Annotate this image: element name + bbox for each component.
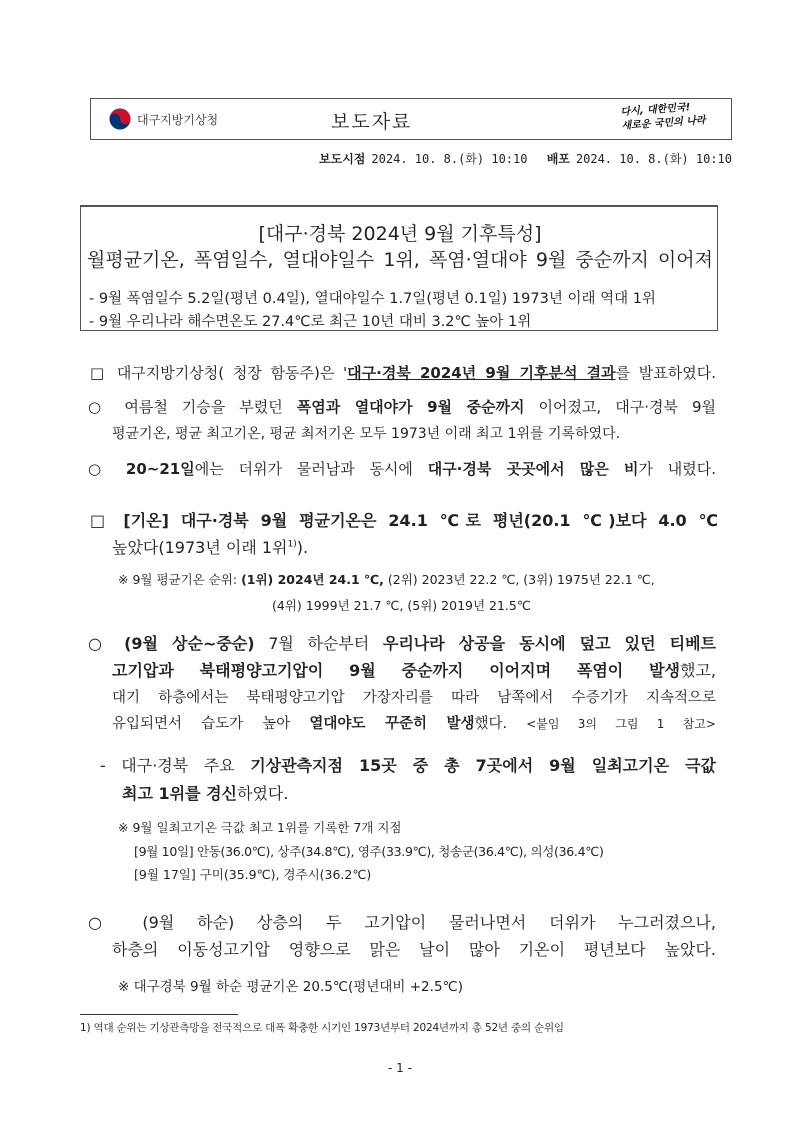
- text-segment: 대기 하층에서는 북태평양고기압 가장자리를 따라 남쪽에서 수증기가 지속적으로: [112, 690, 716, 706]
- text-segment: ※ 대구경북 9월 하순 평균기온 20.5℃(평년대비 +2.5℃): [118, 979, 463, 995]
- text-segment: [9월 17일] 구미(35.9℃), 경주시(36.2℃): [134, 867, 372, 882]
- station-record-paragraph: [100, 753, 716, 777]
- headline-line-1: [대구·경북 2024년 9월 기후특성]: [258, 223, 542, 245]
- text-segment: ○: [88, 634, 125, 653]
- text-segment: (9월 상순~중순): [124, 634, 255, 653]
- text-segment: 고기압과 북태평양고기압이 9월 중순까지 이어지며 폭염이 발생: [112, 661, 680, 680]
- distribution-value: 2024. 10. 8.(화) 10:10: [575, 152, 732, 166]
- station-list: [134, 865, 371, 883]
- release-dates: [319, 150, 732, 167]
- distribution-label: 배포: [546, 152, 570, 166]
- slogan-logo: [620, 100, 706, 134]
- text-segment: 최고 1위를 경신: [122, 784, 238, 803]
- summary-bullet: - 9월 폭염일수 5.2일(평년 0.4일), 열대야일수 1.7일(평년 0.1일) 1973년 이래 역대 1위: [89, 291, 656, 307]
- text-segment: □ 대구지방기상청( 청장 함동주)은 ': [90, 364, 348, 382]
- text-segment: 20~21일: [125, 460, 195, 478]
- temperature-section: [90, 508, 718, 532]
- summary-box: [80, 205, 718, 331]
- headline-line-2: 월평균기온, 폭염일수, 열대야일수 1위, 폭염·열대야 9월 중순까지 이어져: [87, 249, 713, 271]
- summary-bullet: - 9월 우리나라 해수면온도 27.4℃로 최근 10년 대비 3.2℃ 높아 1위: [89, 314, 532, 330]
- text-segment: (2위) 2023년 22.2 ℃, (3위) 1975년 22.1 ℃,: [383, 572, 655, 587]
- station-note: [118, 818, 401, 836]
- text-segment: 하층의 이동성고기압 영향으로 맑은 날이 많아 기온이 평년보다 높았다.: [112, 940, 716, 959]
- text-segment: ○: [88, 460, 126, 478]
- text-segment: 에는 더위가 물러남과 동시에: [194, 460, 428, 478]
- text-segment: 대구·경북 곳곳에서 많은 비: [427, 460, 639, 478]
- paragraph-line: [112, 686, 716, 710]
- text-segment: 했고,: [680, 661, 716, 680]
- station-list: [134, 842, 604, 860]
- paragraph-line: [112, 712, 716, 736]
- bullet-paragraph: [88, 458, 716, 482]
- bullet-paragraph-cont: [112, 423, 620, 443]
- late-september-note: [118, 975, 463, 995]
- text-segment: 대구·경북 2024년 9월 기후분석 결과: [347, 364, 616, 382]
- text-segment: 이어졌고, 대구·경북 9월: [524, 398, 716, 416]
- text-segment: ※ 9월 일최고기온 극값 최고 1위를 기록한 7개 지점: [118, 820, 402, 835]
- early-mid-september-paragraph: [88, 631, 716, 655]
- release-value: 2024. 10. 8.(화) 10:10: [371, 152, 528, 166]
- text-segment: 유입되면서 습도가 높아: [112, 716, 310, 732]
- slogan-line: 다시, 대한민국!: [620, 102, 691, 118]
- text-segment: □ [기온] 대구·경북 9월 평균기온은 24.1 ℃로 평년(20.1 ℃)보다 4.0 ℃: [90, 511, 718, 530]
- ranking-note-cont: [272, 596, 531, 614]
- ranking-note: [118, 570, 655, 588]
- text-segment: 가 내렸다.: [638, 460, 716, 478]
- paragraph-line: [112, 658, 716, 682]
- text-segment: 기상관측지점 15곳 중 총 7곳에서 9월 일최고기온 극값: [250, 756, 716, 775]
- text-segment: ○ 여름철 기승을 부렸던: [88, 398, 297, 416]
- page-number: - 1 -: [388, 1061, 412, 1075]
- text-segment: (1위) 2024년 24.1 ℃,: [241, 572, 384, 587]
- text-segment: <붙임 3의 그림 1 참고>: [526, 717, 716, 731]
- slogan-line: 새로운 국민의 나라: [621, 115, 706, 132]
- text-segment: 우리나라 상공을 동시에 덮고 있던 티베트: [382, 634, 716, 653]
- release-label: 보도시점: [319, 152, 366, 166]
- text-segment: 하였다.: [237, 784, 289, 803]
- paragraph-line: [122, 781, 288, 804]
- footnote: 1) 역대 순위는 기상관측망을 전국적으로 대폭 확충한 시기인 1973년부터 2024년까지 총 52년 중의 순위임: [80, 1022, 564, 1034]
- text-segment: 높았다(1973년 이래 1위: [112, 538, 288, 557]
- press-release-header: [90, 98, 732, 140]
- text-segment: ).: [296, 538, 309, 557]
- bullet-paragraph: [88, 396, 716, 420]
- paragraph-line: [112, 937, 716, 961]
- text-segment: 폭염과 열대야가 9월 중순까지: [296, 398, 525, 416]
- temperature-section-cont: [112, 535, 308, 558]
- text-segment: 열대야도 꾸준히 발생: [309, 716, 475, 732]
- text-segment: [9월 10일] 안동(36.0℃), 상주(34.8℃), 영주(33.9℃), 청송군(36.4℃), 의성(36.4℃): [134, 844, 604, 859]
- agency-name: 대구지방기상청: [137, 113, 219, 127]
- intro-paragraph: [90, 362, 716, 386]
- late-september-paragraph: [88, 910, 716, 934]
- text-segment: 1): [287, 539, 297, 550]
- text-segment: 7월 하순부터: [254, 634, 383, 653]
- text-segment: ○ (9월 하순) 상층의 두 고기압이 물러나면서 더위가 누그러졌으나,: [88, 913, 716, 932]
- document-type-title: 보도자료: [331, 111, 413, 133]
- text-segment: 를 발표하였다.: [615, 364, 716, 382]
- text-segment: - 대구·경북 주요: [100, 756, 251, 775]
- text-segment: ※ 9월 평균기온 순위:: [118, 572, 242, 587]
- text-segment: 평균기온, 평균 최고기온, 평균 최저기온 모두 1973년 이래 최고 1위를 기록하였다.: [112, 426, 621, 442]
- text-segment: 했다.: [474, 716, 527, 732]
- text-segment: (4위) 1999년 21.7 ℃, (5위) 2019년 21.5℃: [272, 598, 531, 613]
- government-emblem-icon: [109, 108, 131, 130]
- footnote-divider: [80, 1014, 238, 1015]
